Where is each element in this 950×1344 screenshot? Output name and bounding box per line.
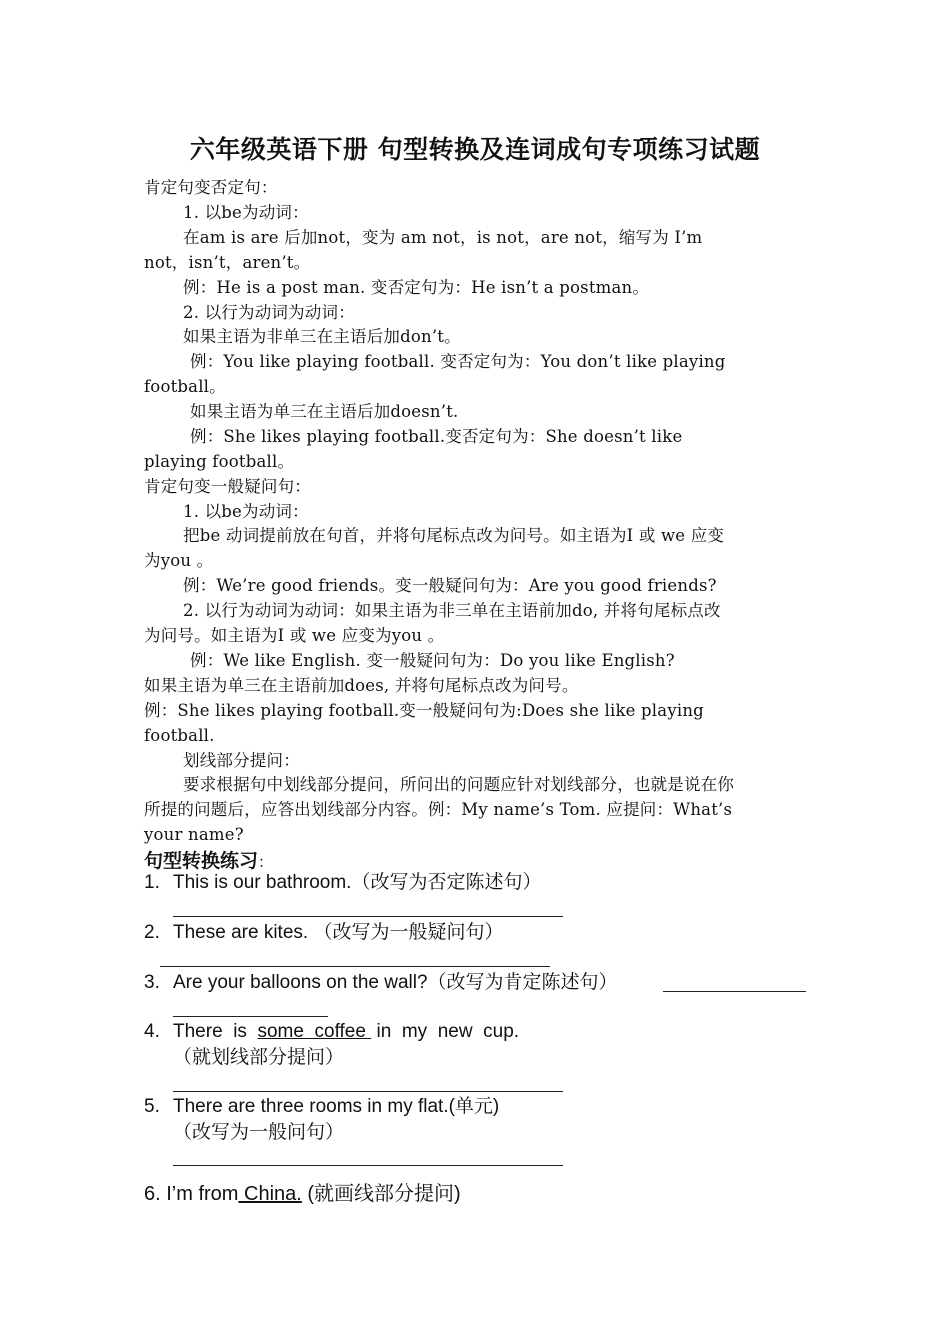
text-line: 划线部分提问：	[183, 751, 300, 770]
exercise-5-instruction: （改写为一般问句）	[173, 1122, 345, 1143]
underlined-phrase: some coffee	[257, 1021, 372, 1042]
exercise-3-number: 3.	[144, 972, 160, 993]
exercise-4-text-before: There is	[173, 1021, 258, 1042]
text-line: 为you 。	[144, 551, 214, 570]
text-line: 例：You like playing football. 变否定句为：You don’t like playing	[190, 352, 726, 371]
text-line: 2. 以行为动词为动词：	[183, 303, 355, 322]
section-heading	[144, 846, 273, 873]
text-line: 例：She likes playing football.变否定句为：She doesn’t like	[190, 427, 683, 446]
text-line: football.	[144, 726, 215, 745]
exercise-4-number: 4.	[144, 1021, 160, 1042]
text-line: 在am is are 后加not，变为 am not，is not，are not，缩写为 I’m	[183, 228, 703, 247]
text-line: 1. 以be为动词：	[183, 502, 309, 521]
exercise-4-instruction: （就划线部分提问）	[173, 1047, 345, 1068]
answer-line[interactable]	[173, 916, 563, 917]
exercise-3-text: Are your balloons on the wall?（改写为肯定陈述句）	[173, 972, 618, 993]
exercise-4-text-after: in my new cup.	[371, 1021, 520, 1042]
text-line: your name?	[144, 825, 244, 844]
text-line: 如果主语为单三在主语后加doesn’t.	[190, 402, 459, 421]
text-line: 例：We’re good friends。变一般疑问句为：Are you good friends?	[183, 576, 717, 595]
text-line: 如果主语为单三在主语前加does, 并将句尾标点改为问号。	[144, 676, 579, 695]
text-line: 1. 以be为动词：	[183, 203, 309, 222]
exercise-6-text	[144, 1181, 461, 1207]
section-heading-text: 句型转换练习	[144, 850, 259, 872]
text-line: 例：He is a post man. 变否定句为：He isn’t a postman。	[183, 278, 650, 297]
text-line: football。	[144, 377, 226, 396]
text-line: 所提的问题后，应答出划线部分内容。例：My name’s Tom. 应提问：What’s	[144, 800, 733, 819]
text-line: playing football。	[144, 452, 295, 471]
text-line: 把be 动词提前放在句首，并将句尾标点改为问号。如主语为I 或 we 应变	[183, 526, 725, 545]
text-line: 肯定句变一般疑问句：	[144, 477, 311, 496]
exercise-5-text: There are three rooms in my flat.(单元)	[173, 1096, 500, 1117]
text-line: not，isn’t，aren’t。	[144, 253, 311, 272]
page-title: 六年级英语下册 句型转换及连词成句专项练习试题	[189, 135, 761, 164]
exercise-6-text-before: 6. I’m from	[144, 1183, 239, 1205]
exercise-2-number: 2.	[144, 922, 160, 943]
text-line: 肯定句变否定句：	[144, 178, 278, 197]
answer-line[interactable]	[173, 1091, 563, 1092]
exercise-1-text: This is our bathroom.（改写为否定陈述句）	[173, 872, 542, 893]
answer-line[interactable]	[160, 966, 550, 967]
text-line: 例：She likes playing football.变一般疑问句为:Does she like playing	[144, 701, 704, 720]
underlined-phrase: China.	[238, 1183, 302, 1205]
exercise-6-text-after: (就画线部分提问)	[301, 1183, 461, 1205]
exercise-2-text: These are kites. （改写为一般疑问句）	[173, 922, 504, 943]
text-line: 为问号。如主语为I 或 we 应变为you 。	[144, 626, 445, 645]
section-heading-colon: ：	[258, 853, 274, 871]
answer-line[interactable]	[173, 1165, 563, 1166]
text-line: 例：We like English. 变一般疑问句为：Do you like English?	[190, 651, 675, 670]
text-line: 要求根据句中划线部分提问，所问出的问题应针对划线部分，也就是说在你	[183, 775, 735, 794]
answer-line[interactable]	[663, 991, 806, 992]
exercise-4-text	[173, 1019, 519, 1045]
answer-line[interactable]	[173, 1016, 328, 1017]
exercise-5-number: 5.	[144, 1096, 160, 1117]
text-line: 如果主语为非单三在主语后加don’t。	[183, 327, 461, 346]
exercise-1-number: 1.	[144, 872, 160, 893]
text-line: 2. 以行为动词为动词：如果主语为非三单在主语前加do, 并将句尾标点改	[183, 601, 721, 620]
